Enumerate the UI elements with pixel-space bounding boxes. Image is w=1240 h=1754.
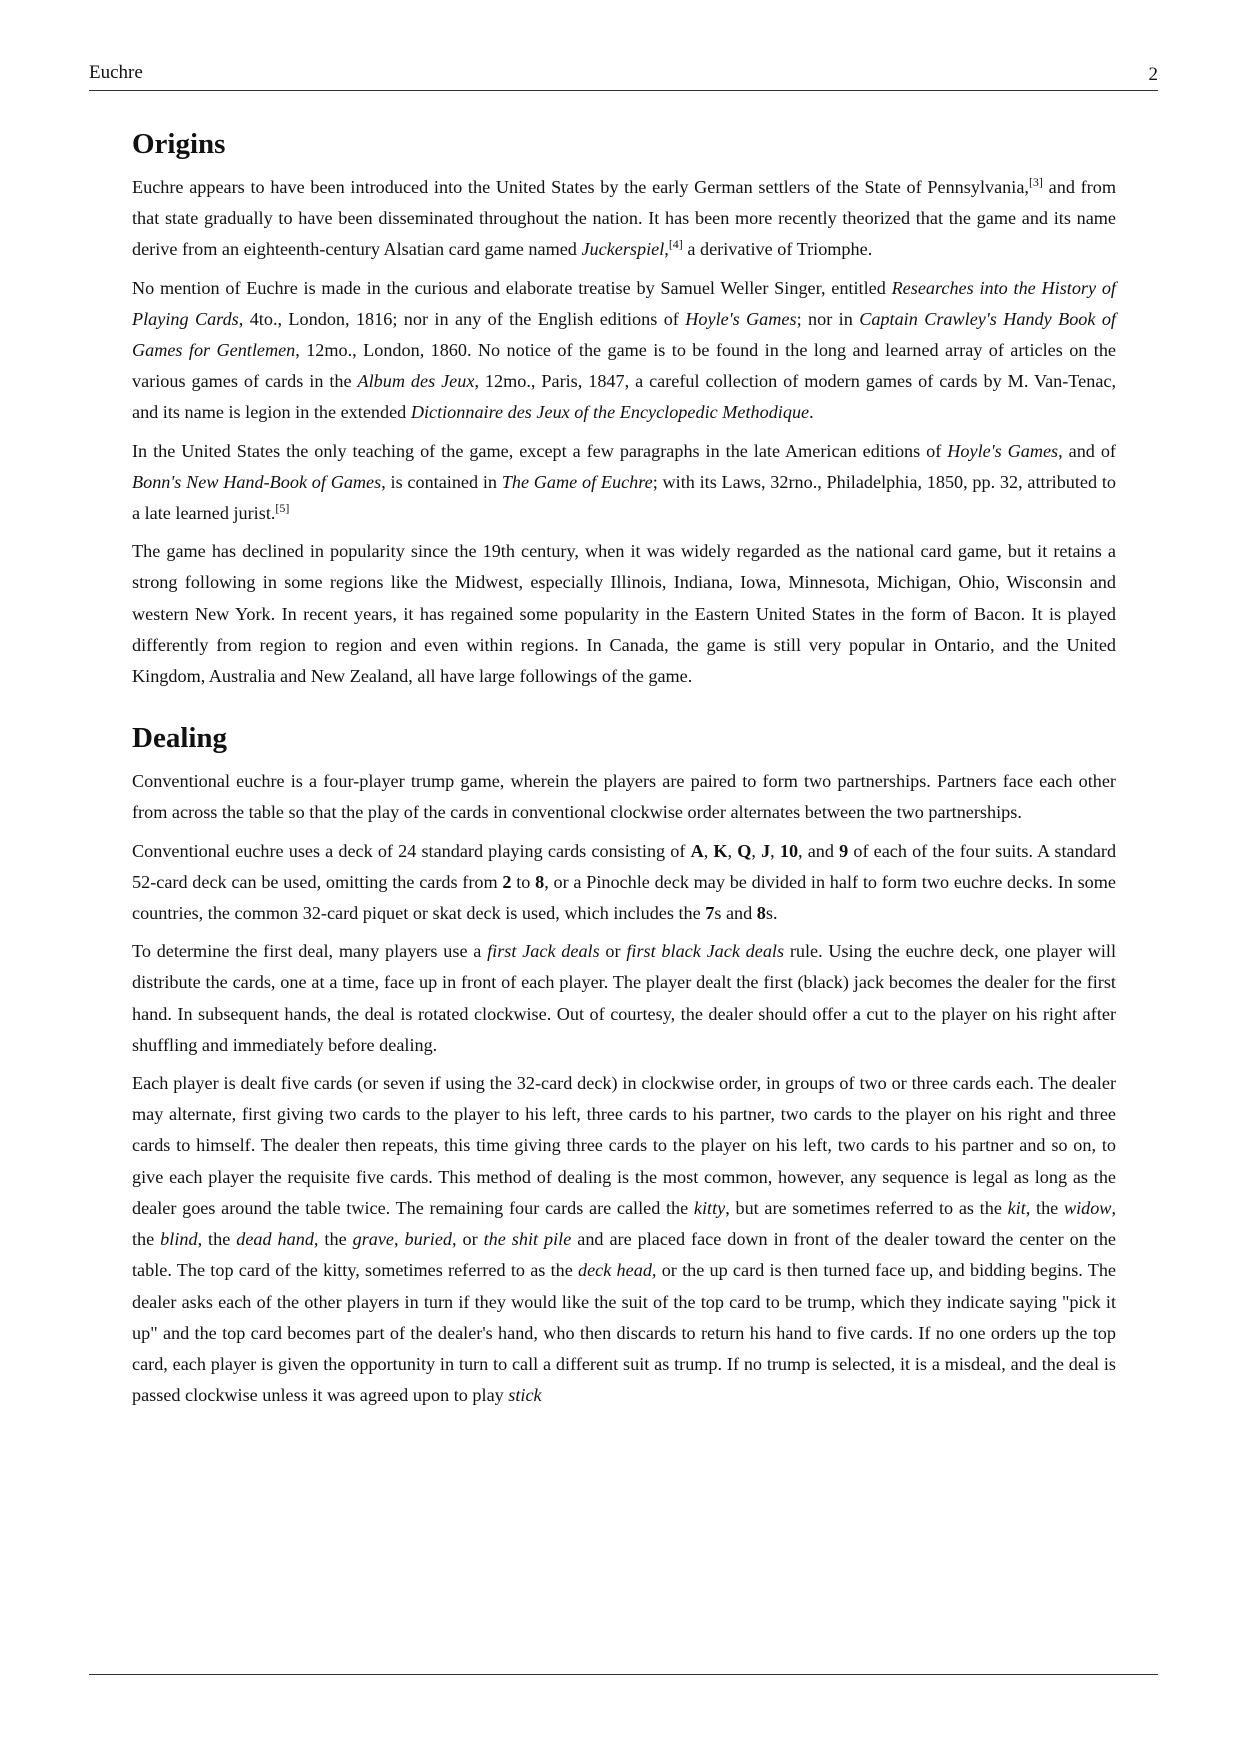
citation-link[interactable]: [4] [668,237,683,252]
article-body [132,124,1116,1418]
origins-paragraph-4: The game has declined in popularity since the 19th century, when it was widely regarded as the national card game, but it retains a strong following in some regions like the Midwest, especially Illinois, Indiana, Iowa, Minnesota, Michigan, Ohio, Wisconsin and western New York. In recent years, it has regained some popularity in the Eastern United States in the form of Bacon. It is played differently from region to region and even within regions. In Canada, the game is still very popular in Ontario, and the United Kingdom, Australia and New Zealand, all have large followings of the game. [132,541,1116,687]
origins-paragraph-2: No mention of Euchre is made in the curious and elaborate treatise by Samuel Weller Singer, entitled Researches into the History of Playing Cards, 4to., London, 1816; nor in any of the English editions of Hoyle's Games; nor in Captain Crawley's Handy Book of Games for Gentlemen, 12mo., London, 1860. No notice of the game is to be found in the long and learned array of articles on the various games of cards in the Album des Jeux, 12mo., Paris, 1847, a careful collection of modern games of cards by M. Van-Tenac, and its name is legion in the extended Dictionnaire des Jeux of the Encyclopedic Methodique. [132,277,1117,423]
origins-paragraph-1: Euchre appears to have been introduced into the United States by the early German settlers of the State of Pennsylvania,[3] and from that state gradually to have been disseminated throughout the nation. It has been more recently theorized that the game and its name derive from an eighteenth-century Alsatian card game named Juckerspiel,[4] a derivative of Triomphe. [132,174,1116,260]
dealing-paragraph-4: Each player is dealt five cards (or seven if using the 32-card deck) in clockwise order, in groups of two or three cards each. The dealer may alternate, first giving two cards to the player to his left, three cards to his partner, two cards to the player on his right and three cards to himself. The dealer then repeats, this time giving three cards to the player on his left, two cards to his partner and so on, to give each player the requisite five cards. This method of dealing is the most common, however, any sequence is legal as long as the dealer goes around the table twice. The remaining four cards are called the kitty, but are sometimes referred to as the kit, the widow, the blind, the dead hand, the grave, buried, or the shit pile and are placed face down in front of the dealer toward the center on the table. The top card of the kitty, sometimes referred to as the deck head, or the up card is then turned face up, and bidding begins. The dealer asks each of the other players in turn if they would like the suit of the top card to be trump, which they indicate saying "pick it up" and the top card becomes part of the dealer's hand, who then discards to return his hand to five cards. If no one orders up the top card, each player is given the opportunity in turn to call a different suit as trump. If no trump is selected, it is a misdeal, and the deal is passed clockwise unless it was agreed upon to play stick [132,1073,1116,1406]
dealing-paragraph-2: Conventional euchre uses a deck of 24 standard playing cards consisting of A, K, Q, J, 10, and 9 of each of the four suits. A standard 52-card deck can be used, omitting the cards from 2 to 8, or a Pinochle deck may be divided in half to form two euchre decks. In some countries, the common 32-card piquet or skat deck is used, which includes the 7s and 8s. [132,840,1117,924]
running-title: Euchre [89,62,143,83]
page-number: 2 [1148,64,1158,85]
origins-paragraph-3: In the United States the only teaching of the game, except a few paragraphs in the late American editions of Hoyle's Games, and of Bonn's New Hand-Book of Games, is contained in The Game of Euchre; with its Laws, 32rno., Philadelphia, 1850, pp. 32, attributed to a late learned jurist.[5] [132,440,1116,524]
section-heading-dealing: Dealing [132,722,228,755]
section-heading-origins: Origins [132,128,226,160]
citation-link[interactable]: [3] [1028,174,1043,189]
footer-divider [89,1674,1158,1675]
citation-link[interactable]: [5] [275,500,290,515]
page-header [89,60,1158,91]
dealing-paragraph-1: Conventional euchre is a four-player trump game, wherein the players are paired to form two partnerships. Partners face each other from across the table so that the play of the cards in conventional clockwise order alternates between the two partnerships. [132,771,1116,823]
dealing-paragraph-3: To determine the first deal, many players use a first Jack deals or first black Jack deals rule. Using the euchre deck, one player will distribute the cards, one at a time, face up in front of each player. The player dealt the first (black) jack becomes the dealer for the first hand. In subsequent hands, the deal is rotated clockwise. Out of courtesy, the dealer should offer a cut to the player on his right after shuffling and immediately before dealing. [132,941,1116,1055]
